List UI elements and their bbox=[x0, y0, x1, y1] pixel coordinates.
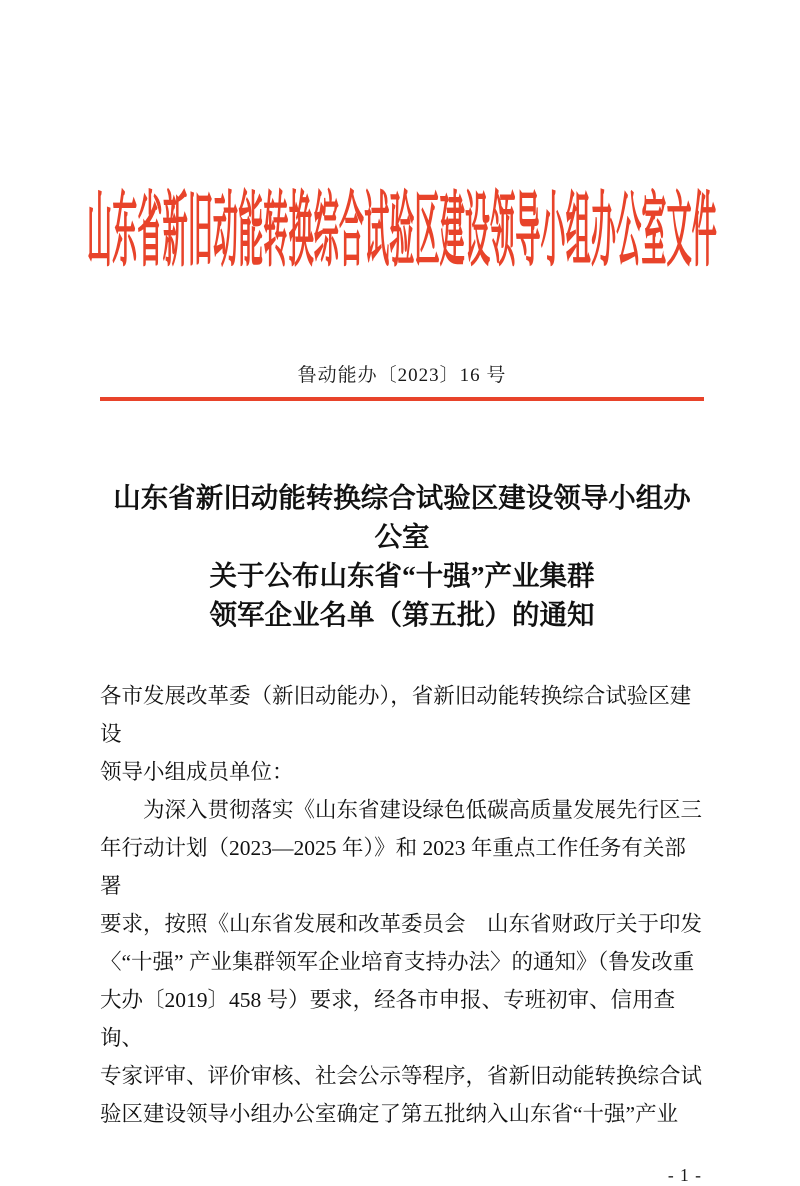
body-paragraph-line: 〈“十强” 产业集群领军企业培育支持办法〉的通知》（鲁发改重 bbox=[100, 950, 695, 974]
body-paragraph-line: 验区建设领导小组办公室确定了第五批纳入山东省“十强”产业 bbox=[100, 1102, 679, 1126]
salutation-line: 领导小组成员单位： bbox=[100, 760, 294, 784]
notice-body bbox=[100, 677, 704, 1133]
red-separator-rule bbox=[100, 397, 704, 401]
body-paragraph-line: 大办〔2019〕458 号）要求，经各市申报、专班初审、信用查询、 bbox=[100, 988, 676, 1050]
notice-title-line: 山东省新旧动能转换综合试验区建设领导小组办公室 bbox=[113, 482, 691, 552]
notice-title-line: 领军企业名单（第五批）的通知 bbox=[209, 599, 595, 630]
notice-title-line: 关于公布山东省“十强”产业集群 bbox=[209, 560, 595, 591]
page-number: - 1 - bbox=[667, 1165, 702, 1185]
salutation-line: 各市发展改革委（新旧动能办），省新旧动能转换综合试验区建设 bbox=[100, 684, 692, 746]
document-number: 鲁动能办〔2023〕16 号 bbox=[297, 365, 507, 386]
body-paragraph-line: 专家评审、评价审核、社会公示等程序，省新旧动能转换综合试 bbox=[100, 1064, 703, 1088]
document-content bbox=[87, 0, 718, 1186]
notice-title bbox=[100, 478, 704, 634]
body-paragraph-line: 为深入贯彻落实《山东省建设绿色低碳高质量发展先行区三 bbox=[143, 798, 703, 822]
salutation bbox=[100, 677, 704, 791]
body-paragraph bbox=[100, 791, 704, 1133]
masthead bbox=[87, 0, 718, 280]
body-paragraph-line: 要求，按照《山东省发展和改革委员会 山东省财政厅关于印发 bbox=[100, 912, 703, 936]
body-paragraph-line: 年行动计划（2023—2025 年）》和 2023 年重点工作任务有关部署 bbox=[100, 836, 686, 898]
masthead-title: 山东省新旧动能转换综合试验区建设领导小组办公室文件 bbox=[87, 189, 718, 277]
